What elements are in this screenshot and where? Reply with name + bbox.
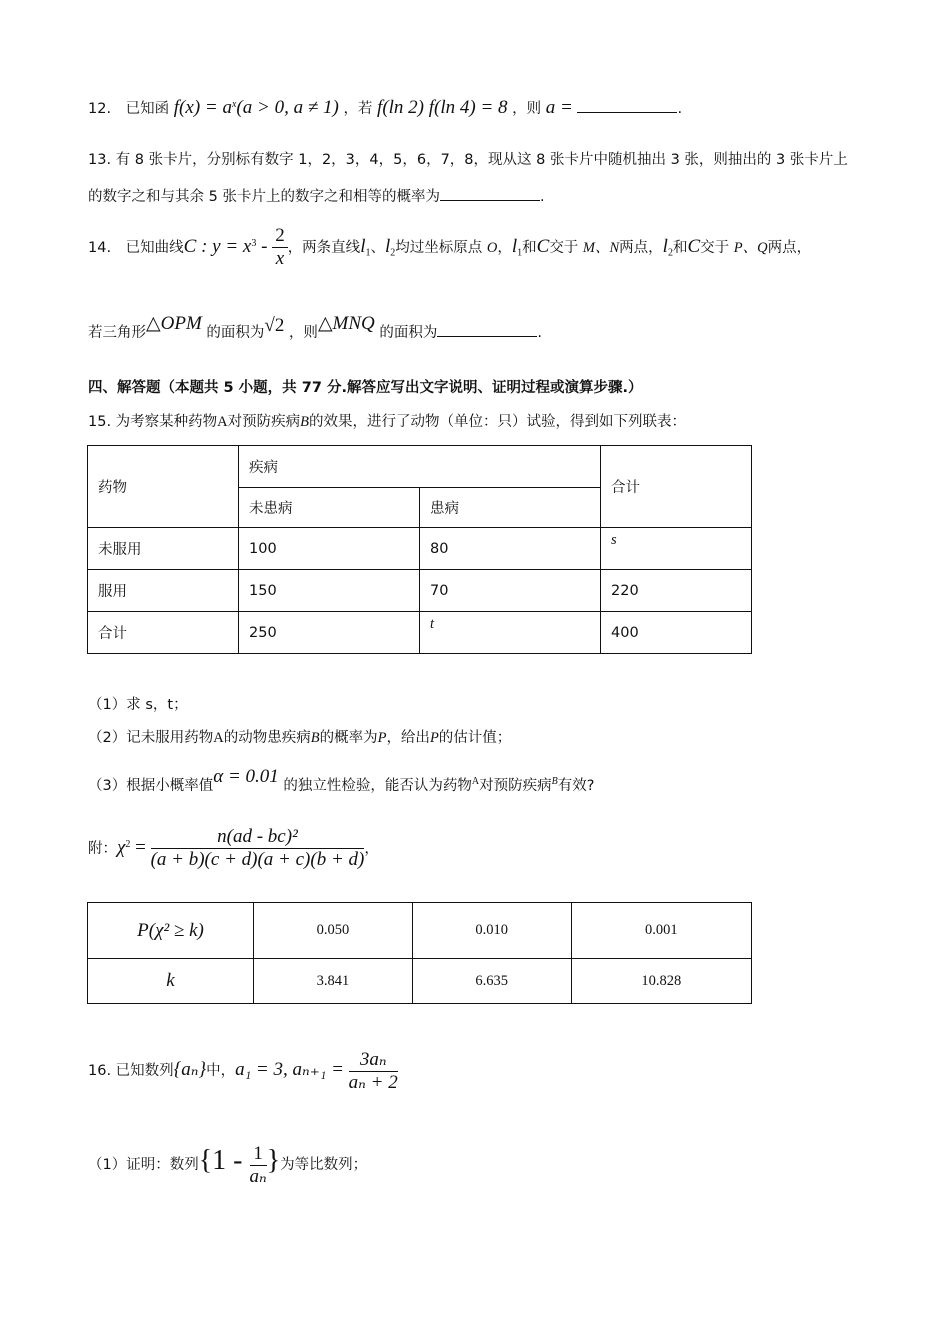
q16-part1: （1）证明：数列{1 - $\frac{1}{\text{aₙ}}$ }为等比数列； <box>88 1142 368 1187</box>
triangle-opm: △OPM <box>146 313 202 334</box>
chi-square-fraction: $\frac{\text{n(ad - bc)²}}{(a + b)(c + d)(a + c)(b + d)}$ <box>150 826 365 871</box>
header-disease-yes: 患病 <box>420 488 601 528</box>
question-13: 13. 有 8 张卡片，分别标有数字 1，2，3，4，5，6，7，8，现从这 8 张卡片中随机抽出 3 张，则抽出的 3 张卡片上 <box>88 152 848 168</box>
table-row: 未服用 100 80 s <box>88 528 752 570</box>
header-disease: 疾病 <box>239 446 601 488</box>
q12-number: 12. <box>88 100 112 117</box>
header-no-disease: 未患病 <box>239 488 420 528</box>
q12-equation: f(ln 2) f(ln 4) = 8 <box>377 96 508 118</box>
question-14: 14. 已知曲线C : $y = x^3$ - $\frac{2}{x}$ ，两条直线$l_1$、$l_2$均过坐标原点 O，$l_1$和C交于 M、N两点，$l_2$和C交于 P、Q两点， <box>88 225 812 270</box>
q12-function: f(x) = a <box>173 96 232 118</box>
question-16: 16. 已知数列{aₙ}中，a₁ = 3, aₙ₊₁ = $\frac{\text{3aₙ}}{\text{aₙ + 2}}$ <box>88 1048 398 1093</box>
q14-curve: C : y = x <box>183 235 252 257</box>
sqrt-two: √2 <box>264 315 285 336</box>
question-13-line2: 的数字之和与其余 5 张卡片上的数字之和相等的概率为 . <box>88 186 545 207</box>
section-heading: 四、解答题（本题共 5 小题，共 77 分.解答应写出文字说明、证明过程或演算步骤.） <box>88 380 643 396</box>
triangle-mnq: △MNQ <box>317 313 375 334</box>
sequence-an: {aₙ} <box>173 1059 207 1080</box>
header-drug: 药物 <box>88 446 239 528</box>
recurrence-fraction: $\frac{\text{3aₙ}}{\text{aₙ + 2}}$ <box>348 1048 398 1093</box>
contingency-table <box>87 445 752 654</box>
question-14-line2: 若三角形△OPM 的面积为√2 ，则△MNQ 的面积为 . <box>88 313 542 341</box>
q14-fraction: $\frac{2}{x}$ <box>272 225 288 270</box>
critical-value-table: P(χ² ≥ k) 0.050 0.010 0.001 k 3.841 6.635 10.828 <box>87 902 752 1004</box>
header-k: k <box>88 959 254 1004</box>
q15-part2: （2）记未服用药物A的动物患疾病B的概率为P，给出P的估计值； <box>88 730 512 746</box>
table-row: 合计 250 t 400 <box>88 612 752 654</box>
q14-answer-blank[interactable] <box>437 322 537 337</box>
question-12: 12. 已知函 $f(x) = a^x(a > 0$, a ≠ 1) ，若 f(ln 2) f(ln 4) = 8 ，则 a = . <box>88 96 683 118</box>
header-total: 合计 <box>601 446 752 528</box>
q12-answer-blank[interactable] <box>577 98 677 113</box>
table-row: 服用 150 70 220 <box>88 570 752 612</box>
recurrence: a₁ = 3, aₙ₊₁ = <box>235 1059 349 1080</box>
alpha-value: α = 0.01 <box>213 765 279 787</box>
q15-part1: （1）求 s，t； <box>88 697 188 713</box>
q15-part3: （3）根据小概率值α = 0.01 的独立性检验，能否认为药物$^A$对预防疾病$^B$有效? <box>88 765 595 794</box>
q13-answer-blank[interactable] <box>440 186 540 201</box>
chi-square-formula: 附：$\chi^2$ = $\frac{\text{n(ad - bc)²}}{(a + b)(c + d)(a + c)(b + d)}$ ， <box>88 826 379 871</box>
question-15: 15. 为考察某种药物A对预防疾病B的效果，进行了动物（单位：只）试验，得到如下列联表： <box>88 414 687 430</box>
sequence-fraction: $\frac{1}{\text{aₙ}}$ <box>249 1142 267 1187</box>
header-probability: P(χ² ≥ k) <box>88 903 254 959</box>
